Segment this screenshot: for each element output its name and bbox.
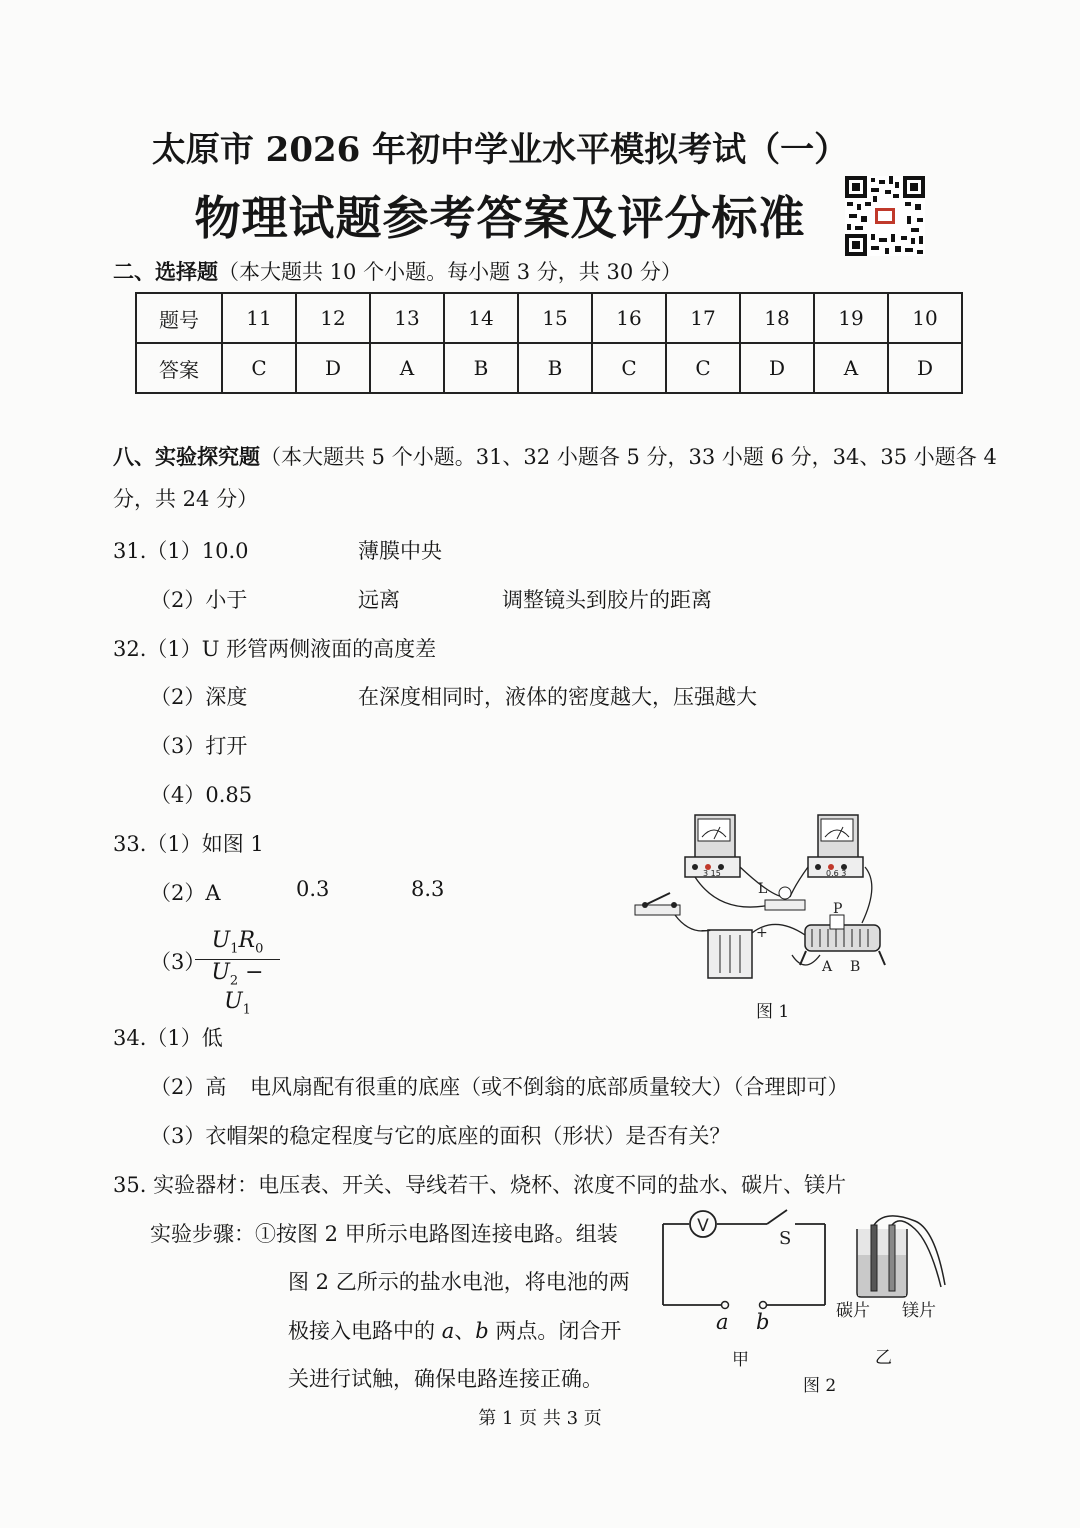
q31-part2-answer-b: 远离 [358,588,400,612]
bulb-icon [765,887,805,910]
rheostat-icon [800,915,885,965]
fig2-label-jia: 甲 [732,1350,749,1370]
answer-table [135,292,963,394]
section-choice-label: 二、选择题 [113,260,218,284]
q33-part1: 33.（1）如图 1 [113,832,264,856]
voltmeter-plate: 3 15 [703,869,721,878]
q33-part2-answer-c: 8.3 [411,877,445,901]
fig2-label-carbon: 碳片 [836,1301,870,1321]
q34-part2-answer: 电风扇配有很重的底座（或不倒翁的底部质量较大）（合理即可） [250,1075,849,1099]
table-cell-answer: C [592,343,666,393]
table-cell-answer: D [296,343,370,393]
fig2-label-magnesium: 镁片 [902,1301,936,1321]
table-cell-number: 17 [666,293,740,343]
voltmeter-icon [685,815,740,877]
section-exp-desc-2: 分，共 24 分） [113,487,259,511]
table-cell-number: 19 [814,293,888,343]
figure-2-caption: 图 2 [803,1376,837,1396]
table-cell-number: 13 [370,293,444,343]
q35-point-b: b [475,1319,489,1343]
section-exp-label: 八、实验探究题 [113,445,260,469]
battery-plus: + [756,925,768,941]
q32-part3: （3）打开 [150,734,248,758]
q31-part1: 31.（1）10.0 [113,539,249,563]
table-cell-answer: D [740,343,814,393]
figure-1-circuit [600,805,920,1005]
figure-2-battery-yi [845,1215,955,1300]
battery-icon [708,930,752,978]
fig2-label-yi: 乙 [875,1348,892,1368]
q35-step-3-post: 两点。闭合开 [488,1319,622,1343]
q31-part2: （2）小于 [150,588,248,612]
q35-materials: 35. 实验器材：电压表、开关、导线若干、烧杯、浓度不同的盐水、碳片、镁片 [113,1173,847,1197]
table-cell-answer: D [888,343,962,393]
q35-step-3-mid: 、 [454,1319,476,1343]
table-cell-number: 18 [740,293,814,343]
q35-step-4: 关进行试触，确保电路连接正确。 [288,1367,603,1391]
q35-step-3-pre: 极接入电路中的 [288,1319,442,1343]
rheostat-b: B [850,959,861,975]
q31-part2-answer-c: 调整镜头到胶片的距离 [502,588,712,612]
table-cell-number: 14 [444,293,518,343]
q31-part1-answer: 薄膜中央 [358,539,442,563]
terminal-b-icon [760,1302,767,1309]
table-cell-number: 10 [888,293,962,343]
table-row-numbers [136,293,962,343]
formula-numerator: $U_1R_0$ [195,928,280,960]
fig2-label-a: a [716,1310,729,1334]
q32-part4: （4）0.85 [150,783,253,807]
switch-icon [635,893,680,915]
rheostat-p: P [833,901,843,917]
q33-part3: （3） [150,950,206,974]
rheostat-a: A [822,959,833,975]
table-cell-answer: C [666,343,740,393]
table-cell-answer: C [222,343,296,393]
bulb-label: L [758,881,768,897]
table-cell-number: 11 [222,293,296,343]
figure-1-caption: 图 1 [756,1002,790,1022]
q32-part2: （2）深度 [150,685,248,709]
table-cell-answer: B [518,343,592,393]
q35-step-2: 图 2 乙所示的盐水电池，将电池的两 [288,1270,630,1294]
table-row-answers [136,343,962,393]
q33-part2: （2）A [150,881,221,905]
beaker-icon [857,1225,907,1297]
q35-step-3 [288,1315,621,1345]
ammeter-icon [808,815,863,877]
exam-title: 太原市 2026 年初中学业水平模拟考试（一） [151,130,849,170]
table-header-answer: 答案 [136,343,222,393]
section-choice-heading [113,256,682,286]
table-cell-number: 12 [296,293,370,343]
q32-part1: 32.（1）U 形管两侧液面的高度差 [113,637,437,661]
q33-formula [195,928,280,1017]
table-header-number: 题号 [136,293,222,343]
q34-part1: 34.（1）低 [113,1026,223,1050]
switch-label: S [779,1228,792,1249]
q34-part2: （2）高 [150,1075,227,1099]
battery-minus: − [700,923,712,939]
table-cell-answer: A [814,343,888,393]
table-cell-answer: B [444,343,518,393]
fig2-label-b: b [756,1310,770,1334]
qr-code-icon [845,176,925,256]
table-cell-number: 15 [518,293,592,343]
q35-point-a: a [441,1319,455,1343]
q35-step-1: 实验步骤：①按图 2 甲所示电路图连接电路。组装 [150,1222,618,1246]
terminal-a-icon [722,1302,729,1309]
table-cell-number: 16 [592,293,666,343]
section-exp-desc: （本大题共 5 个小题。31、32 小题各 5 分，33 小题 6 分，34、35 小题各 4 [260,445,997,469]
section-choice-desc: （本大题共 10 个小题。每小题 3 分，共 30 分） [218,260,682,284]
q32-part2-answer: 在深度相同时，液体的密度越大，压强越大 [358,685,757,709]
figure-2-circuit-jia [655,1200,835,1330]
page-title: 物理试题参考答案及评分标准 [194,191,806,245]
q34-part3: （3）衣帽架的稳定程度与它的底座的面积（形状）是否有关？ [150,1124,731,1148]
formula-denominator: $U_2 - U_1$ [211,960,264,1018]
table-cell-answer: A [370,343,444,393]
ammeter-plate: 0.6 3 [826,869,847,878]
voltmeter-symbol: V [697,1216,709,1236]
page-footer: 第 1 页 共 3 页 [478,1408,602,1429]
q33-part2-answer-b: 0.3 [296,877,330,901]
section-exp-heading [113,441,997,471]
